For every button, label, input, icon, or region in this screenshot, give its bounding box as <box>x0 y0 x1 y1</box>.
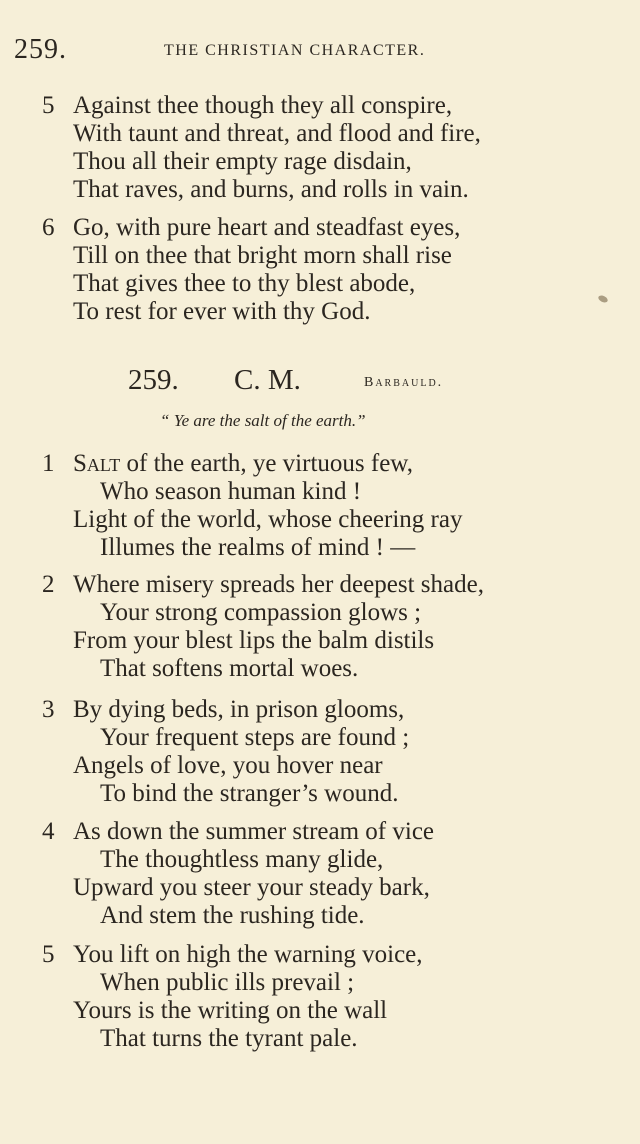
stanza-line: That gives thee to thy blest abode, <box>73 270 416 297</box>
hymn-author: Barbauld. <box>364 375 444 390</box>
stanza-line: Your frequent steps are found ; <box>100 724 410 751</box>
stanza-line: That raves, and burns, and rolls in vain. <box>73 176 469 203</box>
stanza-line: By dying beds, in prison glooms, <box>73 696 405 723</box>
stanza-line: With taunt and threat, and flood and fire, <box>73 120 481 147</box>
stanza-line: To rest for ever with thy God. <box>73 298 371 325</box>
stanza-line: Light of the world, whose cheering ray <box>73 506 463 533</box>
stanza-number: 3 <box>42 696 55 723</box>
stanza-line: And stem the rushing tide. <box>100 902 365 929</box>
stanza-line: Upward you steer your steady bark, <box>73 874 430 901</box>
stanza-line: The thoughtless many glide, <box>100 846 384 873</box>
stanza-line: When public ills prevail ; <box>100 969 355 996</box>
running-title: THE CHRISTIAN CHARACTER. <box>164 42 426 59</box>
stanza-line: As down the summer stream of vice <box>73 818 435 845</box>
stanza-line: Go, with pure heart and steadfast eyes, <box>73 214 461 241</box>
stanza-line: Your strong compassion glows ; <box>100 599 422 626</box>
stanza-line: From your blest lips the balm distils <box>73 627 435 654</box>
stanza-number: 6 <box>42 214 55 241</box>
stanza-line: That softens mortal woes. <box>100 655 359 682</box>
page-number: 259. <box>14 34 67 65</box>
stanza-line: You lift on high the warning voice, <box>73 941 423 968</box>
running-head <box>14 34 624 68</box>
first-line-rest: of the earth, ye virtuous few, <box>126 450 413 477</box>
paper-blemish <box>597 294 609 304</box>
first-word: Salt <box>73 450 121 477</box>
stanza-number: 4 <box>42 818 55 845</box>
stanza-number: 5 <box>42 92 55 119</box>
stanza-line: Yours is the writing on the wall <box>73 997 388 1024</box>
stanza-line: Angels of love, you hover near <box>73 752 383 779</box>
stanza-line: To bind the stranger’s wound. <box>100 780 399 807</box>
stanza-line: Illumes the realms of mind ! — <box>100 534 416 561</box>
stanza-line <box>73 450 413 478</box>
hymn-heading <box>0 364 640 400</box>
stanza-line: That turns the tyrant pale. <box>100 1025 358 1052</box>
stanza-number: 5 <box>42 941 55 968</box>
stanza-number: 1 <box>42 450 55 477</box>
stanza-line: Against thee though they all conspire, <box>73 92 453 119</box>
hymn-meter: C. M. <box>234 364 301 396</box>
stanza-line: Till on thee that bright morn shall rise <box>73 242 452 269</box>
stanza-number: 2 <box>42 571 55 598</box>
stanza-line: Thou all their empty rage disdain, <box>73 148 412 175</box>
stanza-line: Who season human kind ! <box>100 478 362 505</box>
hymn-number: 259. <box>128 364 179 396</box>
stanza-line: Where misery spreads her deepest shade, <box>73 571 484 598</box>
hymn-epigraph: “ Ye are the salt of the earth.” <box>160 411 366 430</box>
